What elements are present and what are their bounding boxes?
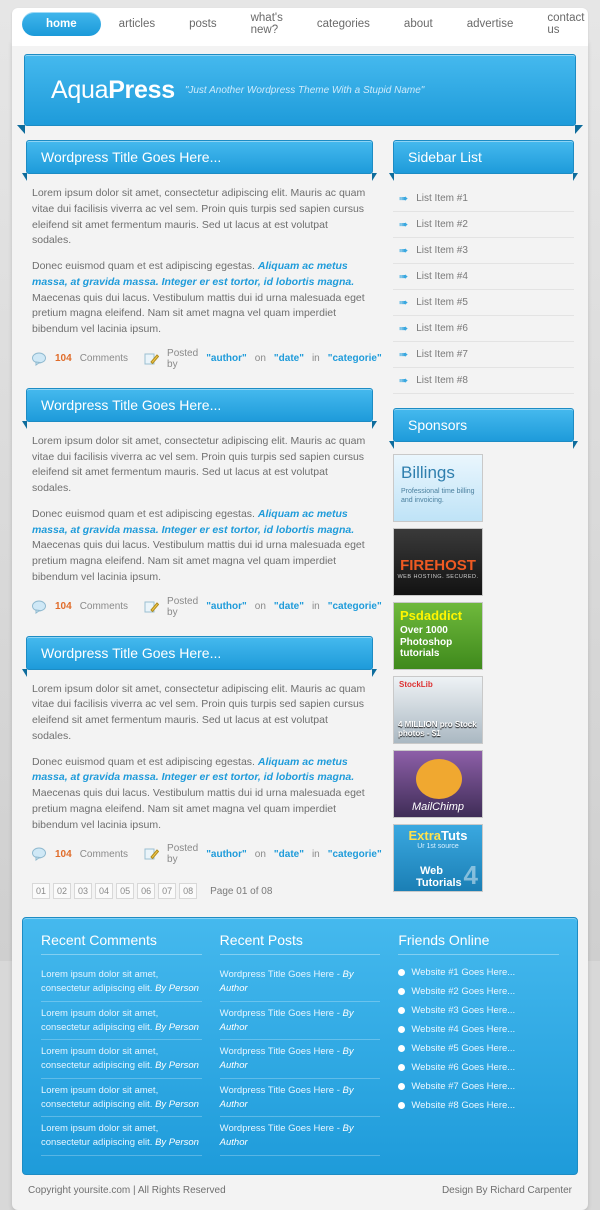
- ad-title: MailChimp: [412, 801, 464, 813]
- post-date[interactable]: "date": [273, 353, 304, 365]
- post-date[interactable]: "date": [273, 848, 304, 860]
- post-para2-end: Maecenas quis dui lacus. Vestibulum mattis dui id urna malesuada eget pretium magna eleifend. Nam sit amet magna vel quam imperdiet bibendum vel lacinia ipsum.: [32, 539, 365, 583]
- post-para2-emphasis: Aliquam ac metus massa, at gravida massa. Integer er est tortor, id lobortis magna.: [32, 507, 355, 536]
- post-category[interactable]: "categorie": [327, 601, 382, 612]
- friend-label: Website #5 Goes Here...: [411, 1043, 516, 1055]
- comment-text: Lorem ipsum dolor sit amet, consectetur adipiscing elit.: [41, 1084, 159, 1110]
- on-label: on: [254, 848, 266, 860]
- friend-label: Website #1 Goes Here...: [411, 967, 516, 979]
- list-item[interactable]: [41, 1117, 202, 1156]
- comment-label[interactable]: Comments: [79, 601, 129, 612]
- comment-bubble-icon: [32, 600, 47, 614]
- list-item[interactable]: [393, 238, 574, 264]
- post-author: By Author: [219, 1007, 354, 1033]
- sponsors-title: Sponsors: [393, 408, 574, 442]
- list-item[interactable]: [220, 1040, 381, 1079]
- comment-author: By Person: [155, 1060, 199, 1072]
- post-author[interactable]: "author": [206, 848, 247, 860]
- site-logo[interactable]: [51, 76, 175, 105]
- post-author: By Author: [219, 1046, 354, 1072]
- posted-by-label: Posted by: [167, 595, 199, 618]
- post-para2-emphasis: Aliquam ac metus massa, at gravida massa. Integer er est tortor, id lobortis magna.: [32, 260, 355, 288]
- ad-web-label: Web: [420, 865, 444, 877]
- friend-label: Website #7 Goes Here...: [411, 1081, 516, 1093]
- content-shell: [12, 40, 588, 1210]
- main-columns: [22, 140, 578, 903]
- bullet-icon: [398, 1045, 405, 1052]
- post-author[interactable]: "author": [206, 353, 247, 365]
- bullet-icon: [398, 1083, 405, 1090]
- nav-item-posts[interactable]: posts: [189, 18, 217, 30]
- footer-widgets: [22, 917, 578, 1175]
- post-meta: [32, 595, 382, 618]
- ad-subtitle: Ur 1st source: [417, 843, 459, 850]
- posted-by-label: Posted by: [167, 347, 199, 370]
- page-button-05[interactable]: 05: [116, 883, 134, 899]
- comment-bubble-icon: [32, 352, 47, 366]
- comment-label[interactable]: Comments: [79, 353, 129, 365]
- blog-post: [22, 140, 382, 370]
- list-item[interactable]: [220, 1002, 381, 1041]
- friend-label: Website #4 Goes Here...: [411, 1024, 516, 1036]
- list-item[interactable]: [393, 264, 574, 290]
- post-para2-end: Maecenas quis dui lacus. Vestibulum mattis dui id urna malesuada eget pretium magna eleifend. Nam sit amet magna vel quam imperdiet bibendum vel lacinia ipsum.: [32, 291, 365, 335]
- ad-subtitle: Over 1000 Photoshop tutorials: [400, 625, 453, 659]
- ad-subtitle: WEB HOSTING. SECURED.: [397, 574, 479, 580]
- sponsor-ad-mailchimp[interactable]: [393, 750, 483, 818]
- list-item[interactable]: [393, 212, 574, 238]
- bullet-icon: [398, 1102, 405, 1109]
- post-text: Wordpress Title Goes Here -: [219, 969, 340, 981]
- list-item[interactable]: [398, 1001, 559, 1020]
- post-title[interactable]: Wordpress Title Goes Here...: [26, 140, 373, 174]
- nav-item-whats-new[interactable]: what's new?: [250, 12, 283, 36]
- nav-item-home[interactable]: home: [22, 12, 101, 36]
- page-button-01[interactable]: 01: [32, 883, 50, 899]
- list-item-label: List Item #2: [416, 219, 468, 230]
- list-item[interactable]: [220, 1117, 381, 1156]
- list-item[interactable]: [398, 982, 559, 1001]
- post-meta: [32, 347, 382, 370]
- post-paragraph-1: Lorem ipsum dolor sit amet, consectetur adipiscing elit. Mauris ac quam vitae dui facilisis viverra ac vel sem. Proin quis turpis sed sapien cursus eleifend sit amet fermentum mauris. Sed ut lacus at est volutpat sodales.: [32, 434, 366, 494]
- posted-by-label: Posted by: [167, 843, 199, 866]
- ad-subtitle: Professional time billing and invoicing.: [401, 488, 475, 505]
- nav-item-categories[interactable]: categories: [316, 18, 370, 30]
- list-item[interactable]: [398, 1096, 559, 1115]
- list-item-label: List Item #4: [416, 271, 468, 282]
- bullet-icon: [398, 969, 405, 976]
- arrow-right-icon: ➠: [399, 219, 409, 231]
- list-item[interactable]: [398, 1039, 559, 1058]
- post-para2-start: Donec euismod quam et est adipiscing egestas.: [32, 507, 258, 520]
- list-item[interactable]: [393, 186, 574, 212]
- arrow-right-icon: ➠: [399, 193, 409, 205]
- post-author: By Author: [219, 1123, 354, 1149]
- pencil-icon: [144, 352, 159, 366]
- post-paragraph-1: Lorem ipsum dolor sit amet, consectetur adipiscing elit. Mauris ac quam vitae dui facilisis viverra ac vel sem. Proin quis turpis sed sapien cursus eleifend sit amet fermentum mauris. Sed ut lacus at est volutpat sodales.: [32, 682, 366, 742]
- list-item[interactable]: [398, 1020, 559, 1039]
- ad-tutorials-label: Tutorials: [416, 877, 462, 889]
- post-text: Wordpress Title Goes Here -: [219, 1084, 340, 1096]
- monkey-graphic: [416, 759, 462, 799]
- list-item-label: List Item #1: [416, 193, 468, 204]
- friend-label: Website #2 Goes Here...: [411, 986, 516, 998]
- widget-recent-comments: [41, 932, 202, 1156]
- top-navigation-bar: [12, 8, 588, 40]
- nav-links: [22, 6, 600, 42]
- pencil-icon: [144, 847, 159, 861]
- comment-text: Lorem ipsum dolor sit amet, consectetur adipiscing elit.: [41, 1123, 159, 1149]
- widget-recent-posts: [220, 932, 381, 1156]
- on-label: on: [254, 353, 266, 365]
- ad-title-text: Tuts: [441, 828, 468, 843]
- widget-friends-online: [398, 932, 559, 1156]
- post-paragraph-2: [32, 507, 367, 586]
- list-item[interactable]: [41, 1040, 202, 1079]
- post-para2-start: Donec euismod quam et est adipiscing egestas.: [32, 755, 258, 768]
- in-label: in: [311, 353, 320, 365]
- arrow-right-icon: ➠: [399, 297, 409, 309]
- arrow-right-icon: ➠: [399, 245, 409, 257]
- comment-count: 104: [55, 601, 72, 612]
- comment-label[interactable]: Comments: [79, 848, 129, 860]
- widget-title: Friends Online: [398, 932, 559, 955]
- pagination-info: Page 01 of 08: [210, 885, 273, 897]
- sidebar-list-title: Sidebar List: [393, 140, 574, 174]
- post-paragraph-2: [32, 755, 367, 834]
- list-item-label: List Item #3: [416, 245, 468, 256]
- site-tagline: "Just Another Wordpress Theme With a Stupid Name": [184, 84, 425, 96]
- page-button-07[interactable]: 07: [158, 883, 176, 899]
- post-author: By Author: [219, 1084, 354, 1110]
- post-paragraph-2: [32, 259, 367, 338]
- blog-post: [22, 636, 382, 866]
- list-item[interactable]: [220, 1079, 381, 1118]
- ad-title: StockLib: [399, 680, 433, 689]
- comment-count: 104: [55, 353, 72, 365]
- arrow-right-icon: ➠: [399, 271, 409, 283]
- post-text: Wordpress Title Goes Here -: [219, 1046, 340, 1058]
- list-item-label: List Item #7: [416, 349, 468, 360]
- bullet-icon: [398, 988, 405, 995]
- post-author[interactable]: "author": [206, 601, 247, 612]
- ad-big-number: 4: [463, 860, 478, 890]
- post-category[interactable]: "categorie": [327, 353, 382, 365]
- nav-item-articles[interactable]: articles: [118, 18, 156, 30]
- sponsor-ad-psdaddict[interactable]: [393, 602, 483, 670]
- post-para2-end: Maecenas quis dui lacus. Vestibulum mattis dui id urna malesuada eget pretium magna eleifend. Nam sit amet magna vel quam imperdiet bibendum vel lacinia ipsum.: [32, 787, 365, 831]
- list-item[interactable]: [41, 1002, 202, 1041]
- page-button-06[interactable]: 06: [137, 883, 155, 899]
- sponsor-ad-stocklib[interactable]: [393, 676, 483, 744]
- friend-label: Website #8 Goes Here...: [411, 1100, 516, 1112]
- page-button-04[interactable]: 04: [95, 883, 113, 899]
- widget-title: Recent Comments: [41, 932, 202, 955]
- ad-title: ExtraTuts: [408, 828, 468, 843]
- sponsors-grid: [393, 454, 574, 892]
- list-item-label: List Item #6: [416, 323, 468, 334]
- nav-item-advertise[interactable]: advertise: [466, 18, 514, 30]
- ad-title: Billings: [401, 463, 455, 482]
- list-item[interactable]: [393, 342, 574, 368]
- friend-label: Website #3 Goes Here...: [411, 1005, 516, 1017]
- page-button-02[interactable]: 02: [53, 883, 71, 899]
- copyright-bar: [22, 1175, 578, 1200]
- nav-item-contact-us[interactable]: contact us: [547, 12, 585, 36]
- page-button-03[interactable]: 03: [74, 883, 92, 899]
- copyright-text: Copyright yoursite.com | All Rights Reserved: [28, 1184, 226, 1196]
- in-label: in: [311, 848, 320, 860]
- designer-credit: Design By Richard Carpenter: [441, 1184, 572, 1196]
- list-item-label: List Item #8: [416, 375, 468, 386]
- list-item[interactable]: [220, 963, 381, 1002]
- post-paragraph-1: Lorem ipsum dolor sit amet, consectetur adipiscing elit. Mauris ac quam vitae dui facilisis viverra ac vel sem. Proin quis turpis sed sapien cursus eleifend sit amet fermentum mauris. Sed ut lacus at est volutpat sodales.: [32, 187, 366, 247]
- ad-title: FIREHOST: [400, 557, 476, 574]
- list-item[interactable]: [41, 963, 202, 1002]
- sponsor-ad-extratuts[interactable]: [393, 824, 483, 892]
- post-title[interactable]: Wordpress Title Goes Here...: [26, 636, 373, 670]
- post-title[interactable]: Wordpress Title Goes Here...: [26, 388, 373, 422]
- post-author: By Author: [219, 969, 354, 995]
- sponsor-ad-firehost[interactable]: [393, 528, 483, 596]
- nav-item-about[interactable]: about: [403, 18, 433, 30]
- list-item[interactable]: [393, 316, 574, 342]
- in-label: in: [311, 601, 320, 612]
- comment-count: 104: [55, 848, 72, 860]
- bullet-icon: [398, 1026, 405, 1033]
- list-item[interactable]: [393, 368, 574, 394]
- pencil-icon: [144, 600, 159, 614]
- comment-author: By Person: [155, 1021, 199, 1033]
- main-content-column: [22, 140, 382, 903]
- sidebar-list: [393, 186, 574, 394]
- post-date[interactable]: "date": [273, 601, 304, 612]
- comment-author: By Person: [155, 983, 199, 995]
- pagination: [32, 883, 367, 899]
- arrow-right-icon: ➠: [399, 349, 409, 361]
- widget-title: Recent Posts: [220, 932, 381, 955]
- list-item-label: List Item #5: [416, 297, 468, 308]
- list-item[interactable]: [398, 1077, 559, 1096]
- comment-text: Lorem ipsum dolor sit amet, consectetur adipiscing elit.: [41, 1007, 159, 1033]
- list-item[interactable]: [398, 963, 559, 982]
- sponsor-ad-billings[interactable]: [393, 454, 483, 522]
- post-text: Wordpress Title Goes Here -: [219, 1007, 340, 1019]
- post-text: Wordpress Title Goes Here -: [219, 1123, 340, 1135]
- post-category[interactable]: "categorie": [327, 848, 382, 860]
- comment-author: By Person: [155, 1137, 199, 1149]
- list-item[interactable]: [41, 1079, 202, 1118]
- post-para2-emphasis: Aliquam ac metus massa, at gravida massa. Integer er est tortor, id lobortis magna.: [32, 755, 355, 784]
- sidebar: [389, 140, 578, 892]
- comment-author: By Person: [155, 1098, 199, 1110]
- bullet-icon: [398, 1064, 405, 1071]
- site-header-banner: [24, 54, 576, 126]
- ad-title: Psdaddict: [400, 608, 463, 623]
- logo-text-second: Press: [108, 75, 175, 104]
- post-meta: [32, 843, 382, 866]
- comment-bubble-icon: [32, 847, 47, 861]
- list-item[interactable]: [393, 290, 574, 316]
- post-para2-start: Donec euismod quam et est adipiscing egestas.: [32, 260, 258, 272]
- list-item[interactable]: [398, 1058, 559, 1077]
- comment-text: Lorem ipsum dolor sit amet, consectetur adipiscing elit.: [41, 1046, 159, 1072]
- friend-label: Website #6 Goes Here...: [411, 1062, 516, 1074]
- on-label: on: [254, 601, 266, 612]
- bullet-icon: [398, 1007, 405, 1014]
- comment-text: Lorem ipsum dolor sit amet, consectetur adipiscing elit.: [41, 969, 159, 995]
- logo-text-first: Aqua: [51, 75, 109, 104]
- page-button-08[interactable]: 08: [179, 883, 197, 899]
- arrow-right-icon: ➠: [399, 323, 409, 335]
- blog-post: [22, 388, 382, 618]
- ad-subtitle: 4 MILLION pro Stock photos - $1: [398, 719, 477, 739]
- arrow-right-icon: ➠: [399, 375, 409, 387]
